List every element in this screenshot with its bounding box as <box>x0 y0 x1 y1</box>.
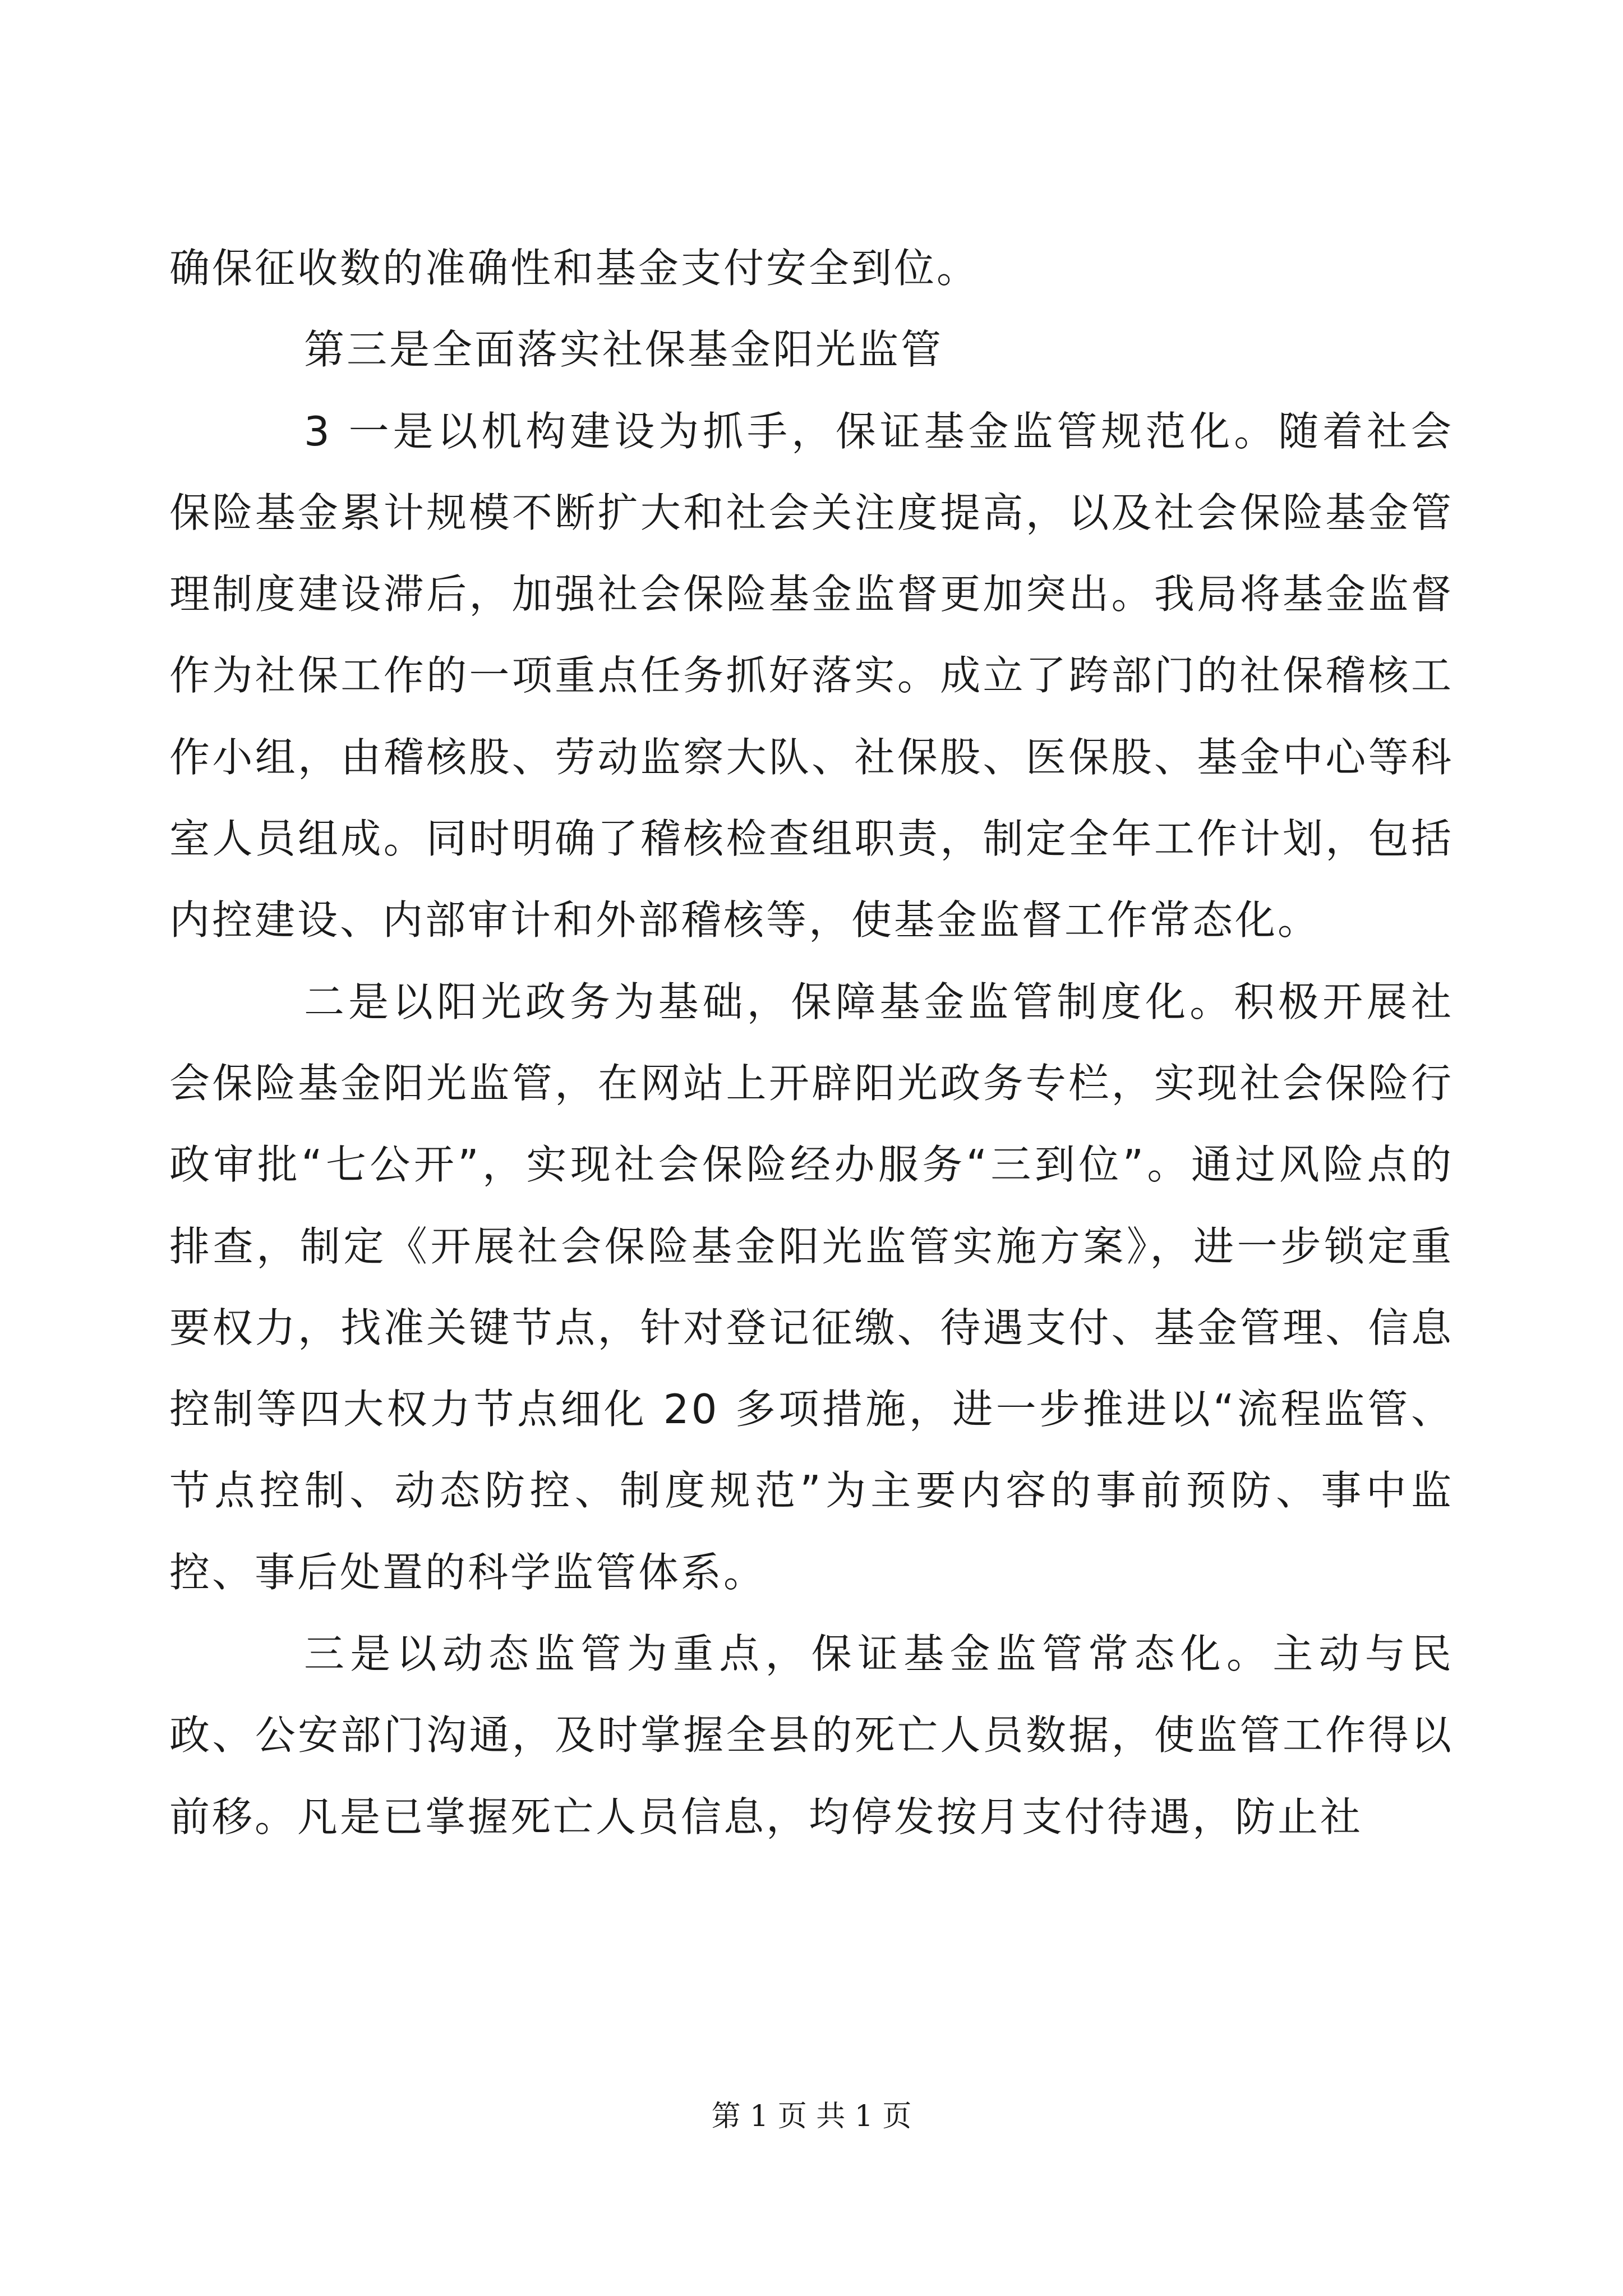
paragraph-continuation: 确保征收数的准确性和基金支付安全到位。 <box>169 245 980 292</box>
section-heading: 第三是全面落实社保基金阳光监管 <box>304 326 944 374</box>
paragraph-institution-building: 3 一是以机构建设为抓手，保证基金监管规范化。随着社会保险基金累计规模不断扩大和社会关注度提高，以及社会保险基金管理制度建设滞后，加强社会保险基金监督更加突出。我局将基金监督作为社保工作的一项重点任务抓好落实。成立了跨部门的社保稽核工作小组，由稽核股、劳动监察大队、社保股、医保股、基金中心等科室人员组成。同时明确了稽核检查组职责，制定全年工作计划，包括内控建设、内部审计和外部稽核等，使基金监督工作常态化。 <box>169 407 1454 944</box>
paragraph-sunshine-governance: 二是以阳光政务为基础，保障基金监管制度化。积极开展社会保险基金阳光监管，在网站上开辟阳光政务专栏，实现社会保险行政审批“七公开”，实现社会保险经办服务“三到位”。通过风险点的排查，制定《开展社会保险基金阳光监管实施方案》，进一步锁定重要权力，找准关键节点，针对登记征缴、待遇支付、基金管理、信息控制等四大权力节点细化 20 多项措施，进一步推进以“流程监管、节点控制、动态防控、制度规范”为主要内容的事前预防、事中监控、事后处置的科学监管体系。 <box>169 978 1454 1596</box>
page-footer: 第 1 页 共 1 页 <box>711 2100 912 2133</box>
paragraph-dynamic-supervision: 三是以动态监管为重点，保证基金监管常态化。主动与民政、公安部门沟通，及时掌握全县的死亡人员数据，使监管工作得以前移。凡是已掌握死亡人员信息，均停发按月支付待遇，防止社 <box>169 1630 1454 1841</box>
document-body <box>169 228 1454 1858</box>
